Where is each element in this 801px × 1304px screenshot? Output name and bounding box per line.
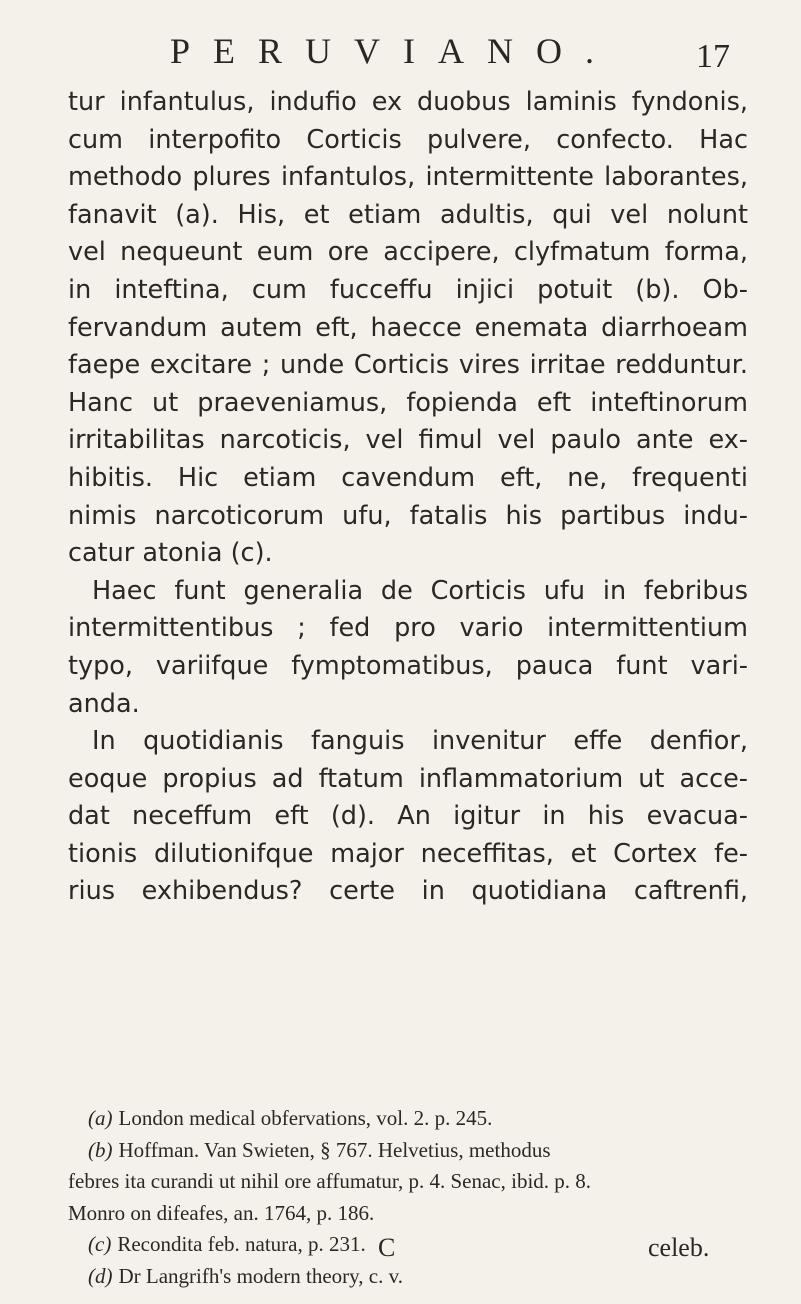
footnote-text: London medical obfervations, vol. 2. p. 245. (118, 1106, 493, 1130)
footnote-a (88, 1103, 744, 1135)
text-line: fanavit (a). His, et etiam adultis, qui vel nolunt (68, 199, 748, 230)
text-line: vel nequeunt eum ore accipere, clyfmatum forma, (68, 237, 748, 268)
footnote-c (88, 1229, 744, 1261)
text-line: nimis narcoticorum ufu, fatalis his partibus indu- (68, 500, 748, 531)
signature-mark: C (378, 1233, 396, 1262)
text-line: typo, variifque fymptomatibus, pauca funt vari- (68, 650, 748, 681)
footnote-d (88, 1261, 744, 1293)
body-text (68, 84, 748, 911)
footnote-text: Recondita feb. natura, p. 231. (117, 1232, 366, 1256)
footnote-text: Dr Langrifh's modern theory, c. v. (118, 1263, 403, 1288)
catchword: celeb. (648, 1233, 710, 1262)
footnote-mark: (c) (88, 1232, 112, 1256)
text-line: eoque propius ad ftatum inflammatorium ut acce- (68, 763, 748, 794)
text-line: faepe excitare ; unde Corticis vires irritae redduntur. (68, 350, 748, 381)
text-line: hibitis. Hic etiam cavendum eft, ne, frequenti (68, 462, 748, 493)
text-line: tionis dilutionifque major neceffitas, et Cortex fe- (68, 838, 748, 869)
running-head (170, 30, 730, 80)
text-line: dat neceffum eft (d). An igitur in his evacua- (68, 801, 748, 832)
text-line: irritabilitas narcoticis, vel fimul vel paulo ante ex- (68, 425, 748, 456)
page-number: 17 (696, 38, 730, 75)
paragraph-start-line: In quotidianis fanguis invenitur effe denfior, (92, 726, 748, 757)
text-line: catur atonia (c). (68, 538, 273, 569)
text-line: methodo plures infantulos, intermittente laborantes, (68, 162, 748, 193)
text-line: tur infantulus, indufio ex duobus laminis fyndonis, (68, 87, 748, 117)
text-line: anda. (68, 688, 140, 719)
footnotes (68, 1103, 744, 1292)
footnote-continuation: Monro on difeafes, an. 1764, p. 186. (68, 1200, 375, 1225)
footnote-mark: (a) (88, 1106, 113, 1130)
footnote-text: Hoffman. Van Swieten, § 767. Helvetius, methodus (118, 1137, 551, 1162)
text-line: rius exhibendus? certe in quotidiana caftrenfi, (68, 876, 748, 907)
text-line: fervandum autem eft, haecce enemata diarrhoeam (68, 312, 748, 343)
running-title: PERUVIANO. (170, 31, 618, 71)
text-line: in inteftina, cum fucceffu injici potuit (b). Ob- (68, 274, 748, 305)
footnote-mark: (d) (88, 1263, 113, 1288)
paragraph-start-line: Haec funt generalia de Corticis ufu in febribus (92, 575, 748, 606)
text-line: Hanc ut praeveniamus, fopienda eft inteftinorum (68, 387, 748, 418)
footnote-continuation: febres ita curandi ut nihil ore affumatur, p. 4. Senac, ibid. p. 8. (68, 1169, 592, 1193)
footnote-mark: (b) (88, 1137, 113, 1162)
text-line: intermittentibus ; fed pro vario intermittentium (68, 613, 748, 644)
footnote-b (88, 1135, 744, 1167)
text-line: cum interpofito Corticis pulvere, confecto. Hac (68, 124, 748, 155)
